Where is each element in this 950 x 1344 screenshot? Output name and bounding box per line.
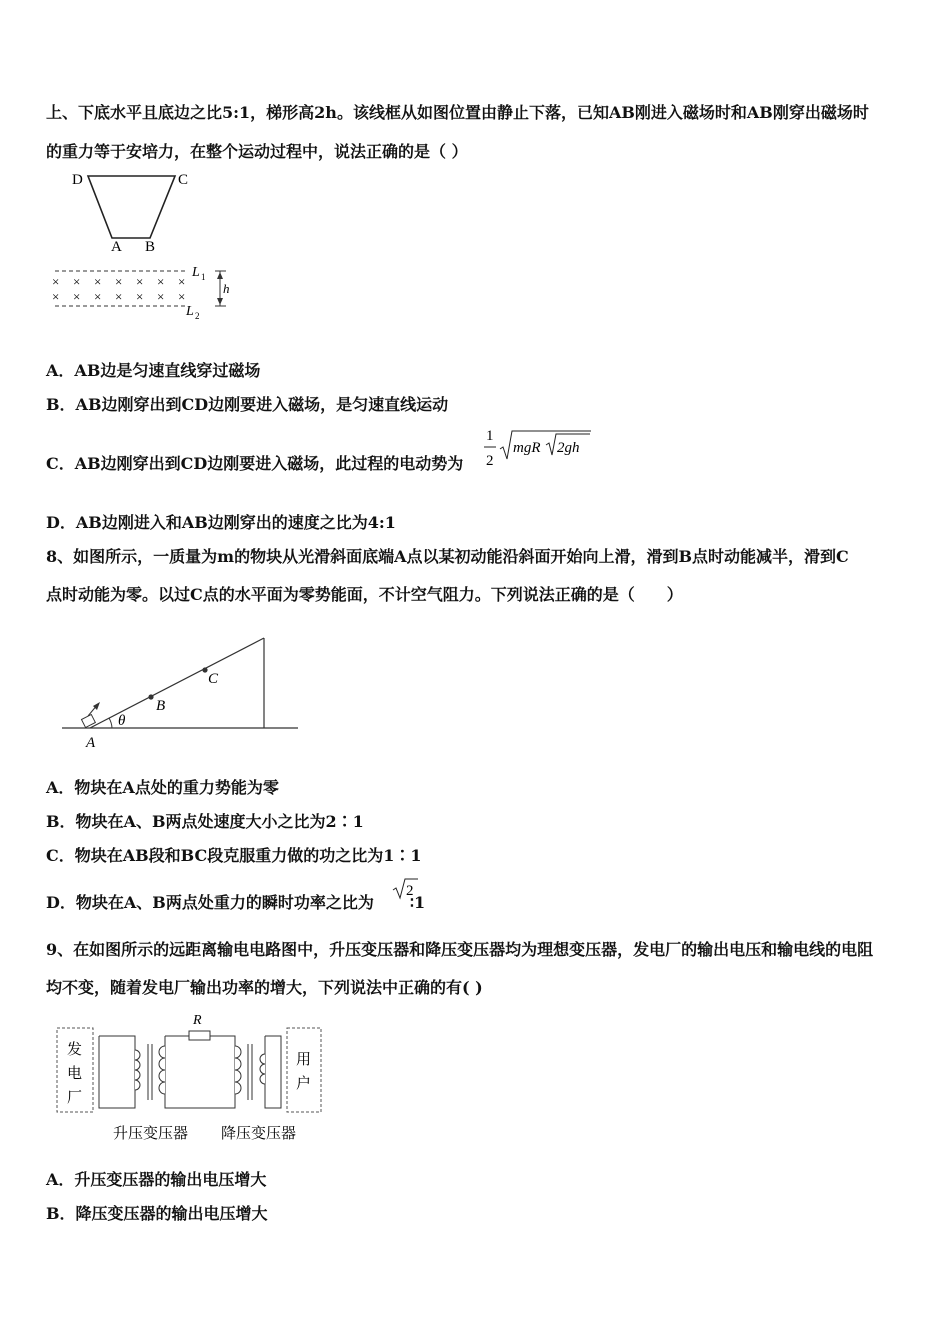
cross: × xyxy=(136,274,144,289)
cross: × xyxy=(115,289,123,304)
step-down-primary-coil xyxy=(235,1046,241,1094)
user-char-2: 户 xyxy=(296,1076,312,1092)
transmission-loop xyxy=(165,1036,235,1108)
line-resistor xyxy=(189,1031,210,1040)
gen-char-1: 发 xyxy=(67,1042,83,1058)
q7-option-D: D．AB边刚进入和AB边刚穿出的速度之比为4:1 xyxy=(46,513,396,532)
label-R: R xyxy=(193,1013,202,1028)
gen-char-2: 电 xyxy=(67,1066,83,1082)
radicand-outer: mgR xyxy=(513,440,541,456)
trapezoid-frame xyxy=(88,176,175,238)
label-step-up: 升压变压器 xyxy=(113,1126,189,1142)
q8-option-D-text: D．物块在A、B两点处重力的瞬时功率之比为 xyxy=(46,893,374,912)
secondary-user-loop xyxy=(265,1036,281,1108)
cross: × xyxy=(73,289,81,304)
radicand-inner: 2gh xyxy=(557,440,580,456)
label-A: A xyxy=(86,735,96,751)
q7-option-C-text: C．AB边刚穿出到CD边刚要进入磁场，此过程的电动势为 xyxy=(46,454,464,473)
step-up-primary-coil xyxy=(135,1050,140,1090)
q9-stem-line1: 9、在如图所示的远距离输电电路图中，升压变压器和降压变压器均为理想变压器，发电厂的输出电压和输电线的电阻 xyxy=(46,940,874,959)
point-B xyxy=(148,694,153,699)
cross: × xyxy=(178,289,186,304)
q7-stem-line2: 的重力等于安培力，在整个运动过程中，说法正确的是（ ） xyxy=(46,142,468,161)
label-theta: θ xyxy=(118,713,126,729)
q7-stem-line1: 上、下底水平且底边之比5:1，梯形高2h。该线框从如图位置由静止下落，已知AB刚进入磁场时和AB刚穿出磁场时 xyxy=(46,103,869,122)
incline-surface xyxy=(90,638,264,728)
point-C xyxy=(202,667,207,672)
q8-figure xyxy=(60,630,300,755)
cross: × xyxy=(178,274,186,289)
label-L2-sub: 2 xyxy=(195,311,200,321)
label-L2: L xyxy=(186,304,194,319)
cross: × xyxy=(52,274,60,289)
q8-option-D-tail: ∶1 xyxy=(409,893,426,912)
cross: × xyxy=(157,274,165,289)
cross: × xyxy=(52,289,60,304)
gen-char-3: 厂 xyxy=(67,1090,83,1106)
angle-arc xyxy=(109,718,112,728)
label-step-down: 降压变压器 xyxy=(221,1126,297,1142)
cross: × xyxy=(115,274,123,289)
fraction-denominator: 2 xyxy=(486,453,494,469)
label-L1: L xyxy=(192,265,200,280)
cross: × xyxy=(136,289,144,304)
label-D: D xyxy=(72,172,83,188)
q9-circuit-figure xyxy=(55,1008,330,1148)
magnetic-field-crosses xyxy=(52,274,185,304)
q7-option-A: A．AB边是匀速直线穿过磁场 xyxy=(46,361,261,380)
cross: × xyxy=(94,274,102,289)
radicand: 2 xyxy=(406,883,414,899)
q7-figure xyxy=(50,168,240,321)
q7-option-C-formula xyxy=(483,425,603,473)
q8-stem-line1: 8、如图所示，一质量为m的物块从光滑斜面底端A点以某初动能沿斜面开始向上滑，滑到B点时动能减半，滑到C xyxy=(46,547,849,566)
label-C: C xyxy=(178,172,189,188)
q9-stem-line2: 均不变，随着发电厂输出功率的增大，下列说法中正确的有( ) xyxy=(46,978,483,997)
cross: × xyxy=(73,274,81,289)
q8-option-D-sqrt xyxy=(392,876,422,902)
q7-option-C xyxy=(46,451,463,474)
label-B: B xyxy=(145,239,156,255)
fraction-numerator: 1 xyxy=(486,428,494,444)
step-down-secondary-coil xyxy=(260,1054,265,1084)
q8-stem-line2: 点时动能为零。以过C点的水平面为零势能面，不计空气阻力。下列说法正确的是（ ） xyxy=(46,585,683,604)
q9-option-A: A．升压变压器的输出电压增大 xyxy=(46,1170,267,1189)
block-A xyxy=(81,714,95,727)
q8-option-A: A．物块在A点处的重力势能为零 xyxy=(46,778,279,797)
primary-loop xyxy=(99,1036,135,1108)
cross: × xyxy=(94,289,102,304)
q8-option-C: C．物块在AB段和BC段克服重力做的功之比为1∶1 xyxy=(46,846,422,865)
cross: × xyxy=(157,289,165,304)
label-B: B xyxy=(156,698,166,714)
label-A: A xyxy=(111,239,122,255)
q8-option-B: B．物块在A、B两点处速度大小之比为2∶1 xyxy=(46,812,364,831)
user-char-1: 用 xyxy=(296,1052,312,1068)
label-C: C xyxy=(208,671,219,687)
label-L1-sub: 1 xyxy=(201,272,206,282)
q9-option-B: B．降压变压器的输出电压增大 xyxy=(46,1204,268,1223)
step-up-secondary-coil xyxy=(159,1046,165,1094)
label-h: h xyxy=(223,281,230,296)
user-box xyxy=(287,1028,321,1112)
q7-option-B: B．AB边刚穿出到CD边刚要进入磁场，是匀速直线运动 xyxy=(46,395,449,414)
q8-option-D xyxy=(46,890,425,913)
